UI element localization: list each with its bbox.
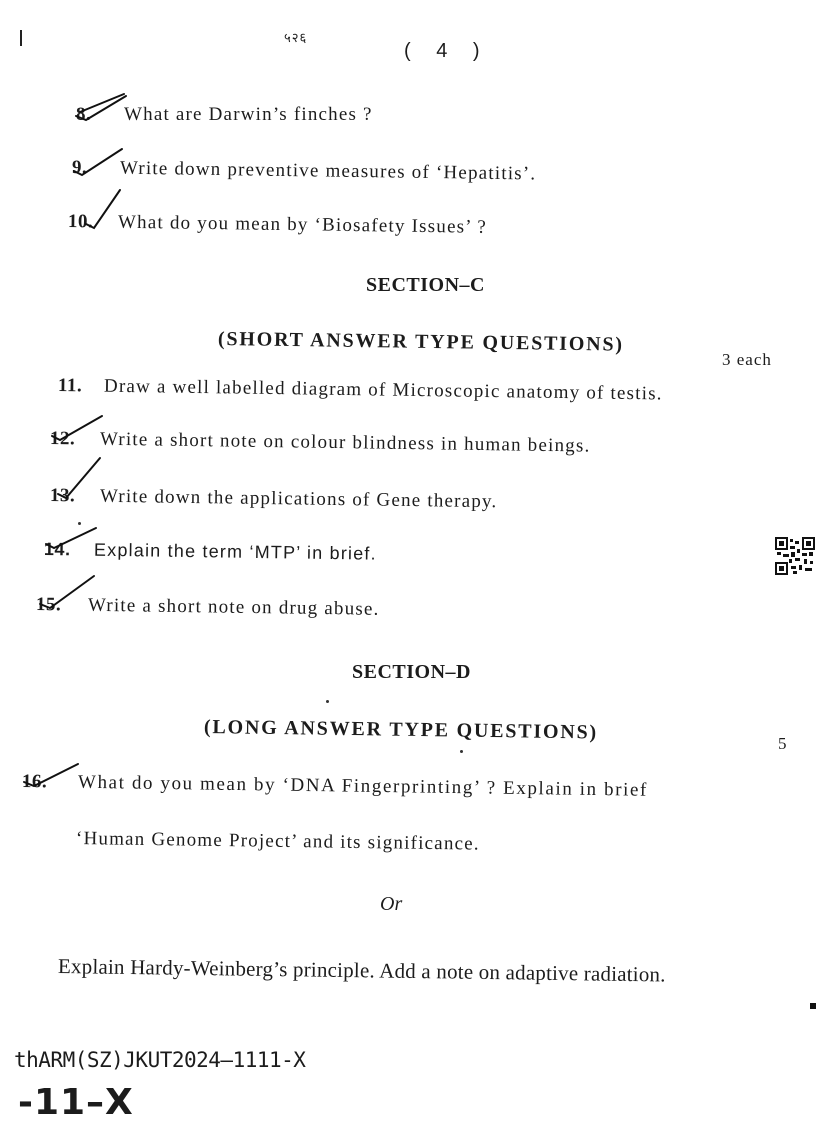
section-d-marks: 5	[778, 734, 788, 753]
section-d-subtitle: (LONG ANSWER TYPE QUESTIONS)	[203, 716, 599, 744]
question-text: What are Darwin’s finches ?	[124, 104, 373, 125]
question-11	[58, 375, 663, 405]
section-d-title: SECTION–D	[352, 661, 471, 683]
tick-mark-icon	[22, 760, 82, 790]
section-c-marks: 3 each	[722, 350, 772, 369]
question-10	[68, 211, 487, 239]
tick-mark-icon	[44, 524, 100, 552]
ink-speck	[78, 522, 81, 525]
section-c-subtitle: (SHORT ANSWER TYPE QUESTIONS)	[217, 328, 624, 356]
question-number: 10.	[67, 211, 94, 233]
question-number: 11.	[57, 375, 83, 397]
ink-speck	[326, 700, 329, 703]
page-edge-mark	[20, 30, 22, 46]
tick-mark-icon	[38, 572, 98, 612]
question-16-line2	[76, 828, 480, 856]
question-number: 14.	[43, 539, 71, 560]
question-13	[50, 485, 498, 513]
question-text: What do you mean by ‘Biosafety Issues’ ?	[117, 211, 488, 238]
alternative-question: Explain Hardy-Weinberg’s principle. Add a note on adaptive radiation.	[57, 954, 666, 987]
tick-mark-icon	[50, 412, 106, 442]
question-text: Write down the applications of Gene therapy.	[99, 485, 498, 513]
question-number: 13.	[49, 485, 76, 507]
question-number: 9.	[71, 157, 88, 179]
top-code: ५२६	[284, 31, 308, 46]
question-text-line2: ‘Human Genome Project’ and its significance.	[75, 828, 480, 855]
question-text: Write down preventive measures of ‘Hepatitis’.	[119, 157, 537, 185]
qr-code-icon	[775, 537, 815, 575]
tick-mark-icon	[56, 456, 104, 502]
section-c-title: SECTION–C	[366, 274, 485, 296]
or-label: Or	[380, 893, 403, 915]
ink-dot	[810, 1003, 816, 1009]
footer-code: thARM(SZ)JKUT2024—1111-X	[14, 1048, 306, 1072]
question-text: Write a short note on drug abuse.	[87, 594, 380, 620]
ink-speck	[460, 750, 463, 753]
tick-mark-icon	[74, 92, 130, 122]
tick-mark-icon	[84, 188, 124, 232]
question-text: Write a short note on colour blindness in human beings.	[99, 428, 591, 457]
question-12	[50, 428, 591, 458]
question-text: Draw a well labelled diagram of Microscopic anatomy of testis.	[103, 375, 663, 405]
question-9	[72, 157, 537, 185]
question-text: Explain the term ‘MTP’ in brief.	[93, 539, 377, 564]
tick-mark-icon	[72, 145, 126, 179]
question-text-line1: What do you mean by ‘DNA Fingerprinting’ ? Explain in brief	[77, 771, 649, 801]
page-number: ( 4 )	[404, 40, 490, 62]
question-16	[22, 771, 648, 802]
question-number: 16.	[21, 771, 48, 793]
footer-big-code: -11–X	[18, 1082, 134, 1123]
question-number: 12.	[49, 428, 76, 450]
question-number: 15.	[35, 594, 62, 616]
question-number: 8.	[76, 104, 92, 125]
